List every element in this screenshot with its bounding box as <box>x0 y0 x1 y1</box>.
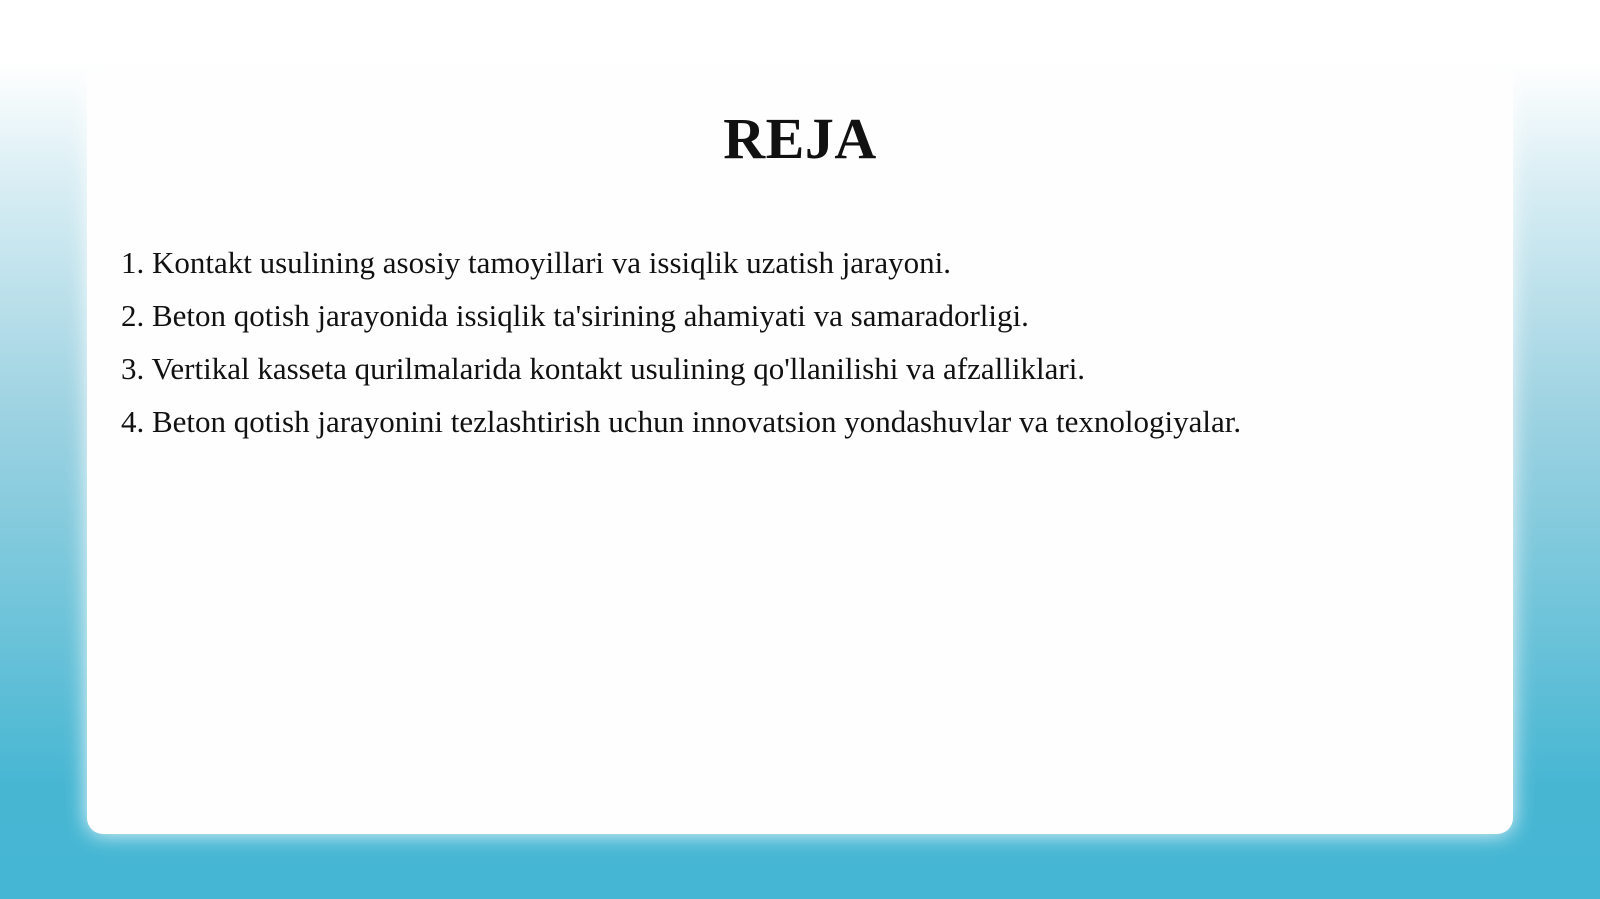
plan-list <box>121 236 1481 448</box>
plan-item-2: 2. Beton qotish jarayonida issiqlik ta'sirining ahamiyati va samaradorligi. <box>121 298 1029 333</box>
slide-card <box>87 72 1513 834</box>
plan-item-4: 4. Beton qotish jarayonini tezlashtirish uchun innovatsion yondashuvlar va texnologiyalar. <box>121 404 1242 439</box>
plan-item-3: 3. Vertikal kasseta qurilmalarida kontakt usulining qo'llanilishi va afzalliklari. <box>121 351 1086 386</box>
slide-title: REJA <box>723 106 877 171</box>
plan-item-1: 1. Kontakt usulining asosiy tamoyillari va issiqlik uzatish jarayoni. <box>121 245 952 280</box>
